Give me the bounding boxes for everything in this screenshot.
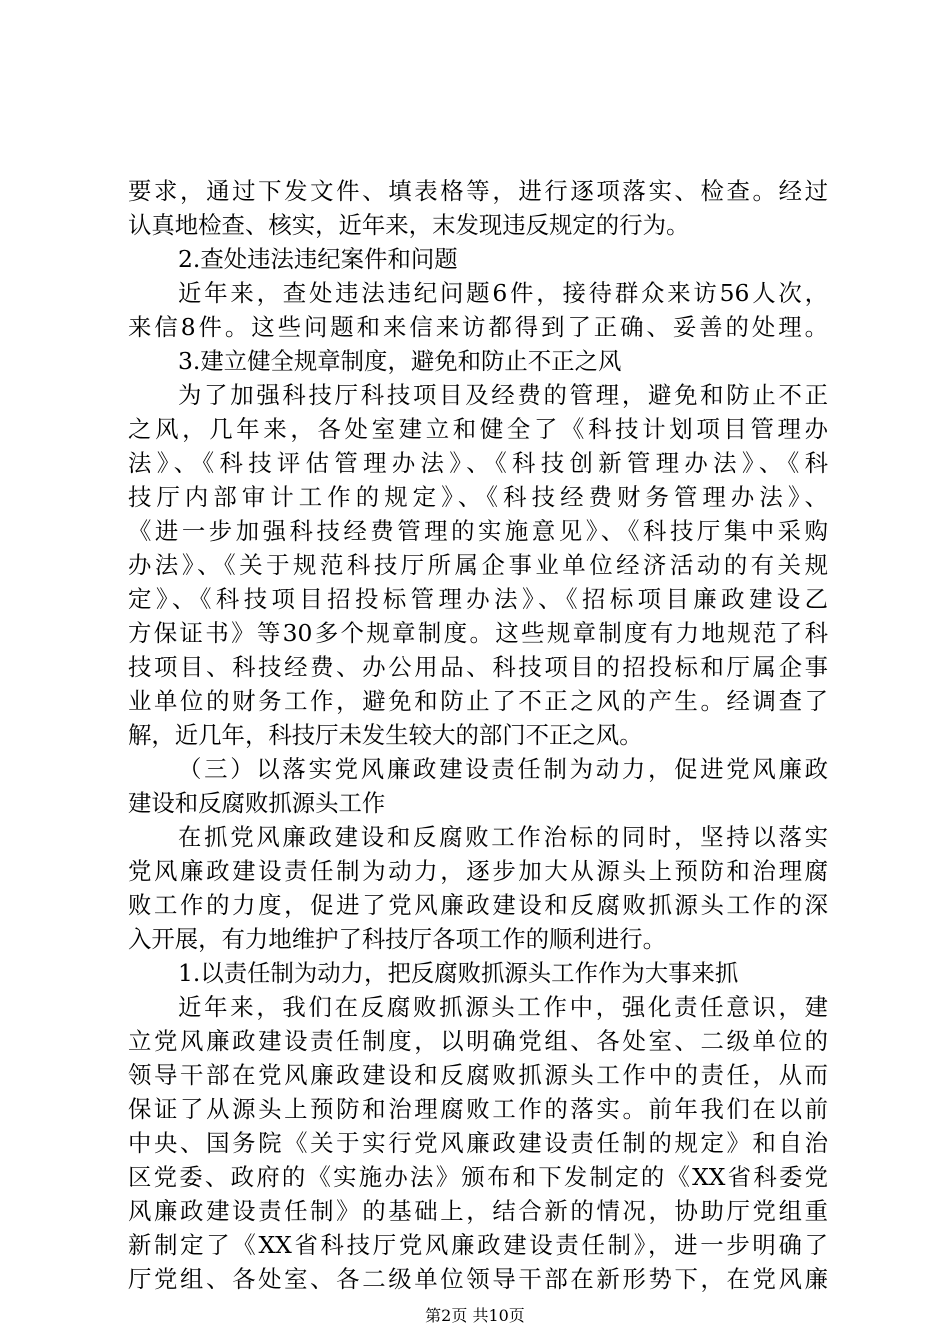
page-footer: 第2页 共10页 (425, 1306, 525, 1325)
text-line: 中央、国务院《关于实行党风廉政建设责任制的规定》和自治 (128, 1129, 828, 1157)
text-line: 入开展，有力地维护了科技厅各项工作的顺利进行。 (128, 925, 666, 953)
text-line: 要求，通过下发文件、填表格等，进行逐项落实、检查。经过 (128, 177, 828, 205)
section-heading: 3.建立健全规章制度，避免和防止不正之风 (178, 347, 622, 375)
text-line: 领导干部在党风廉政建设和反腐败抓源头工作中的责任，从而 (128, 1061, 828, 1089)
text-line: 败工作的力度，促进了党风廉政建设和反腐败抓源头工作的深 (128, 891, 828, 919)
text-line: 办法》、《关于规范科技厅所属企事业单位经济活动的有关规 (128, 551, 828, 579)
text-line: 技项目、科技经费、办公用品、科技项目的招投标和厅属企事 (128, 653, 828, 681)
text-line: 认真地检查、核实，近年来，末发现违反规定的行为。 (128, 211, 690, 239)
text-line: 解，近几年，科技厅未发生较大的部门不正之风。 (128, 721, 643, 749)
text-line: 党风廉政建设责任制为动力，逐步加大从源头上预防和治理腐 (128, 857, 828, 885)
text-line: 技厅内部审计工作的规定》、《科技经费财务管理办法》、 (128, 483, 828, 511)
text-line: 来信8件。这些问题和来信来访都得到了正确、妥善的处理。 (128, 313, 828, 341)
text-line: 《进一步加强科技经费管理的实施意见》、《科技厅集中采购 (128, 517, 828, 545)
text-line: 立党风廉政建设责任制度，以明确党组、各处室、二级单位的 (128, 1027, 828, 1055)
text-line: 为了加强科技厅科技项目及经费的管理，避免和防止不正 (178, 381, 828, 409)
text-line: 近年来，查处违法违纪问题6件，接待群众来访56人次， (178, 279, 828, 307)
text-line: 近年来，我们在反腐败抓源头工作中，强化责任意识，建 (178, 993, 828, 1021)
text-line: 区党委、政府的《实施办法》颁布和下发制定的《XX省科委党 (128, 1163, 828, 1191)
text-line: 新制定了《XX省科技厅党风廉政建设责任制》，进一步明确了 (128, 1231, 828, 1259)
text-line: 在抓党风廉政建设和反腐败工作治标的同时，坚持以落实 (178, 823, 828, 851)
section-heading: 1.以责任制为动力，把反腐败抓源头工作作为大事来抓 (178, 959, 739, 987)
text-line: 风廉政建设责任制》的基础上，结合新的情况，协助厅党组重 (128, 1197, 828, 1225)
text-line: 保证了从源头上预防和治理腐败工作的落实。前年我们在以前 (128, 1095, 828, 1123)
text-line: 厅党组、各处室、各二级单位领导干部在新形势下，在党风廉 (128, 1265, 828, 1293)
text-line: 方保证书》等30多个规章制度。这些规章制度有力地规范了科 (128, 619, 828, 647)
text-line: 法》、《科技评估管理办法》、《科技创新管理办法》、《科 (128, 449, 828, 477)
section-heading: 2.查处违法违纪案件和问题 (178, 245, 458, 273)
text-line: 定》、《科技项目招投标管理办法》、《招标项目廉政建设乙 (128, 585, 828, 613)
section-heading: 建设和反腐败抓源头工作 (128, 789, 386, 817)
text-line: 之风，几年来，各处室建立和健全了《科技计划项目管理办 (128, 415, 828, 443)
text-line: 业单位的财务工作，避免和防止了不正之风的产生。经调查了 (128, 687, 828, 715)
section-heading: （三）以落实党风廉政建设责任制为动力，促进党风廉政 (178, 755, 828, 783)
